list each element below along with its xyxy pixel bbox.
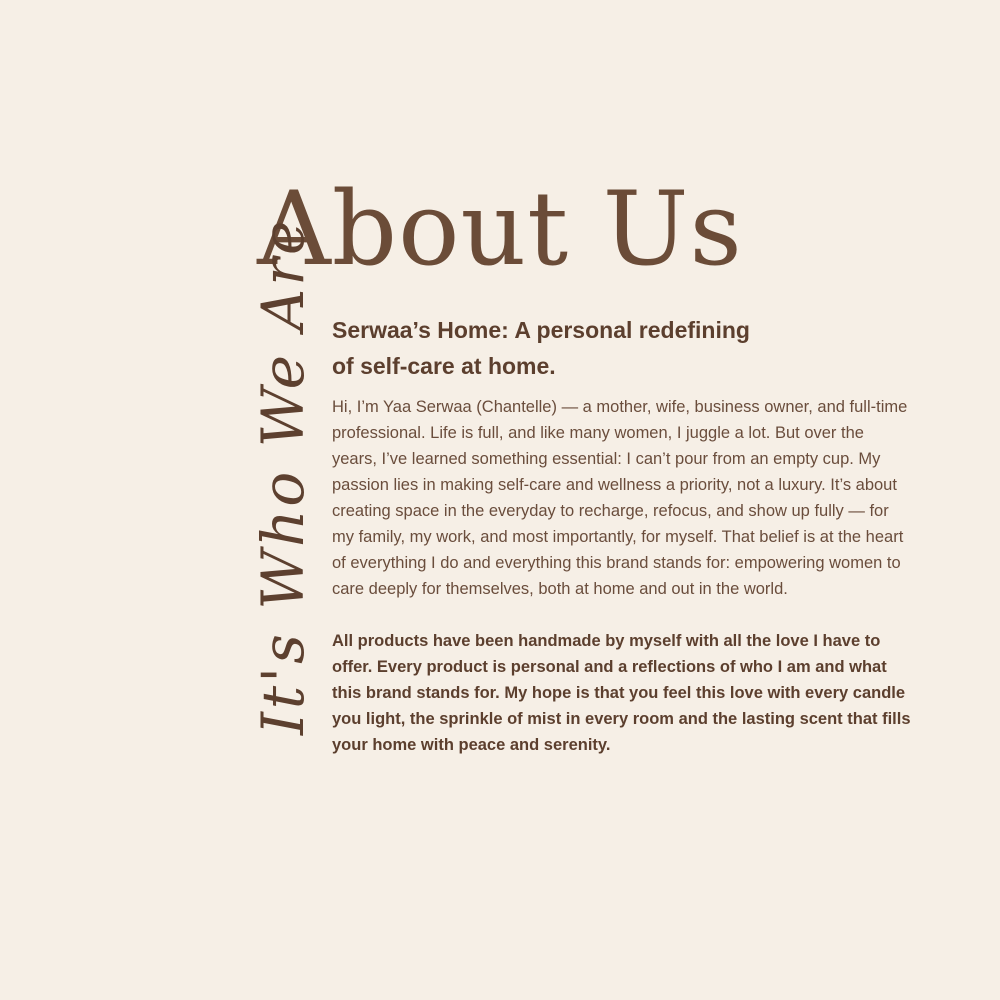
page-title: About Us bbox=[257, 170, 743, 289]
about-content bbox=[332, 312, 912, 758]
intro-paragraph: Hi, I’m Yaa Serwaa (Chantelle) — a mother, wife, business owner, and full-time professional. Life is full, and like many women, I juggle a lot. But over the years, I’ve learned something essential: I can’t pour from an empty cup. My passion lies in making self-care and wellness a priority, not a luxury. It’s about creating space in the everyday to recharge, refocus, and show up fully — for my family, my work, and most importantly, for myself. That belief is at the heart of everything I do and everything this brand stands for: empowering women to care deeply for themselves, both at home and out in the world. bbox=[332, 398, 908, 598]
vertical-tagline: It's Who We Are bbox=[249, 217, 317, 735]
closing-paragraph: All products have been handmade by myself with all the love I have to offer. Every product is personal and a reflections of who I am and what this brand stands for. My hope is that you feel this love with every candle you light, the sprinkle of mist in every room and the lasting scent that fills your home with peace and serenity. bbox=[332, 632, 911, 754]
section-heading: Serwaa’s Home: A personal redefining of self-care at home. bbox=[332, 317, 750, 379]
